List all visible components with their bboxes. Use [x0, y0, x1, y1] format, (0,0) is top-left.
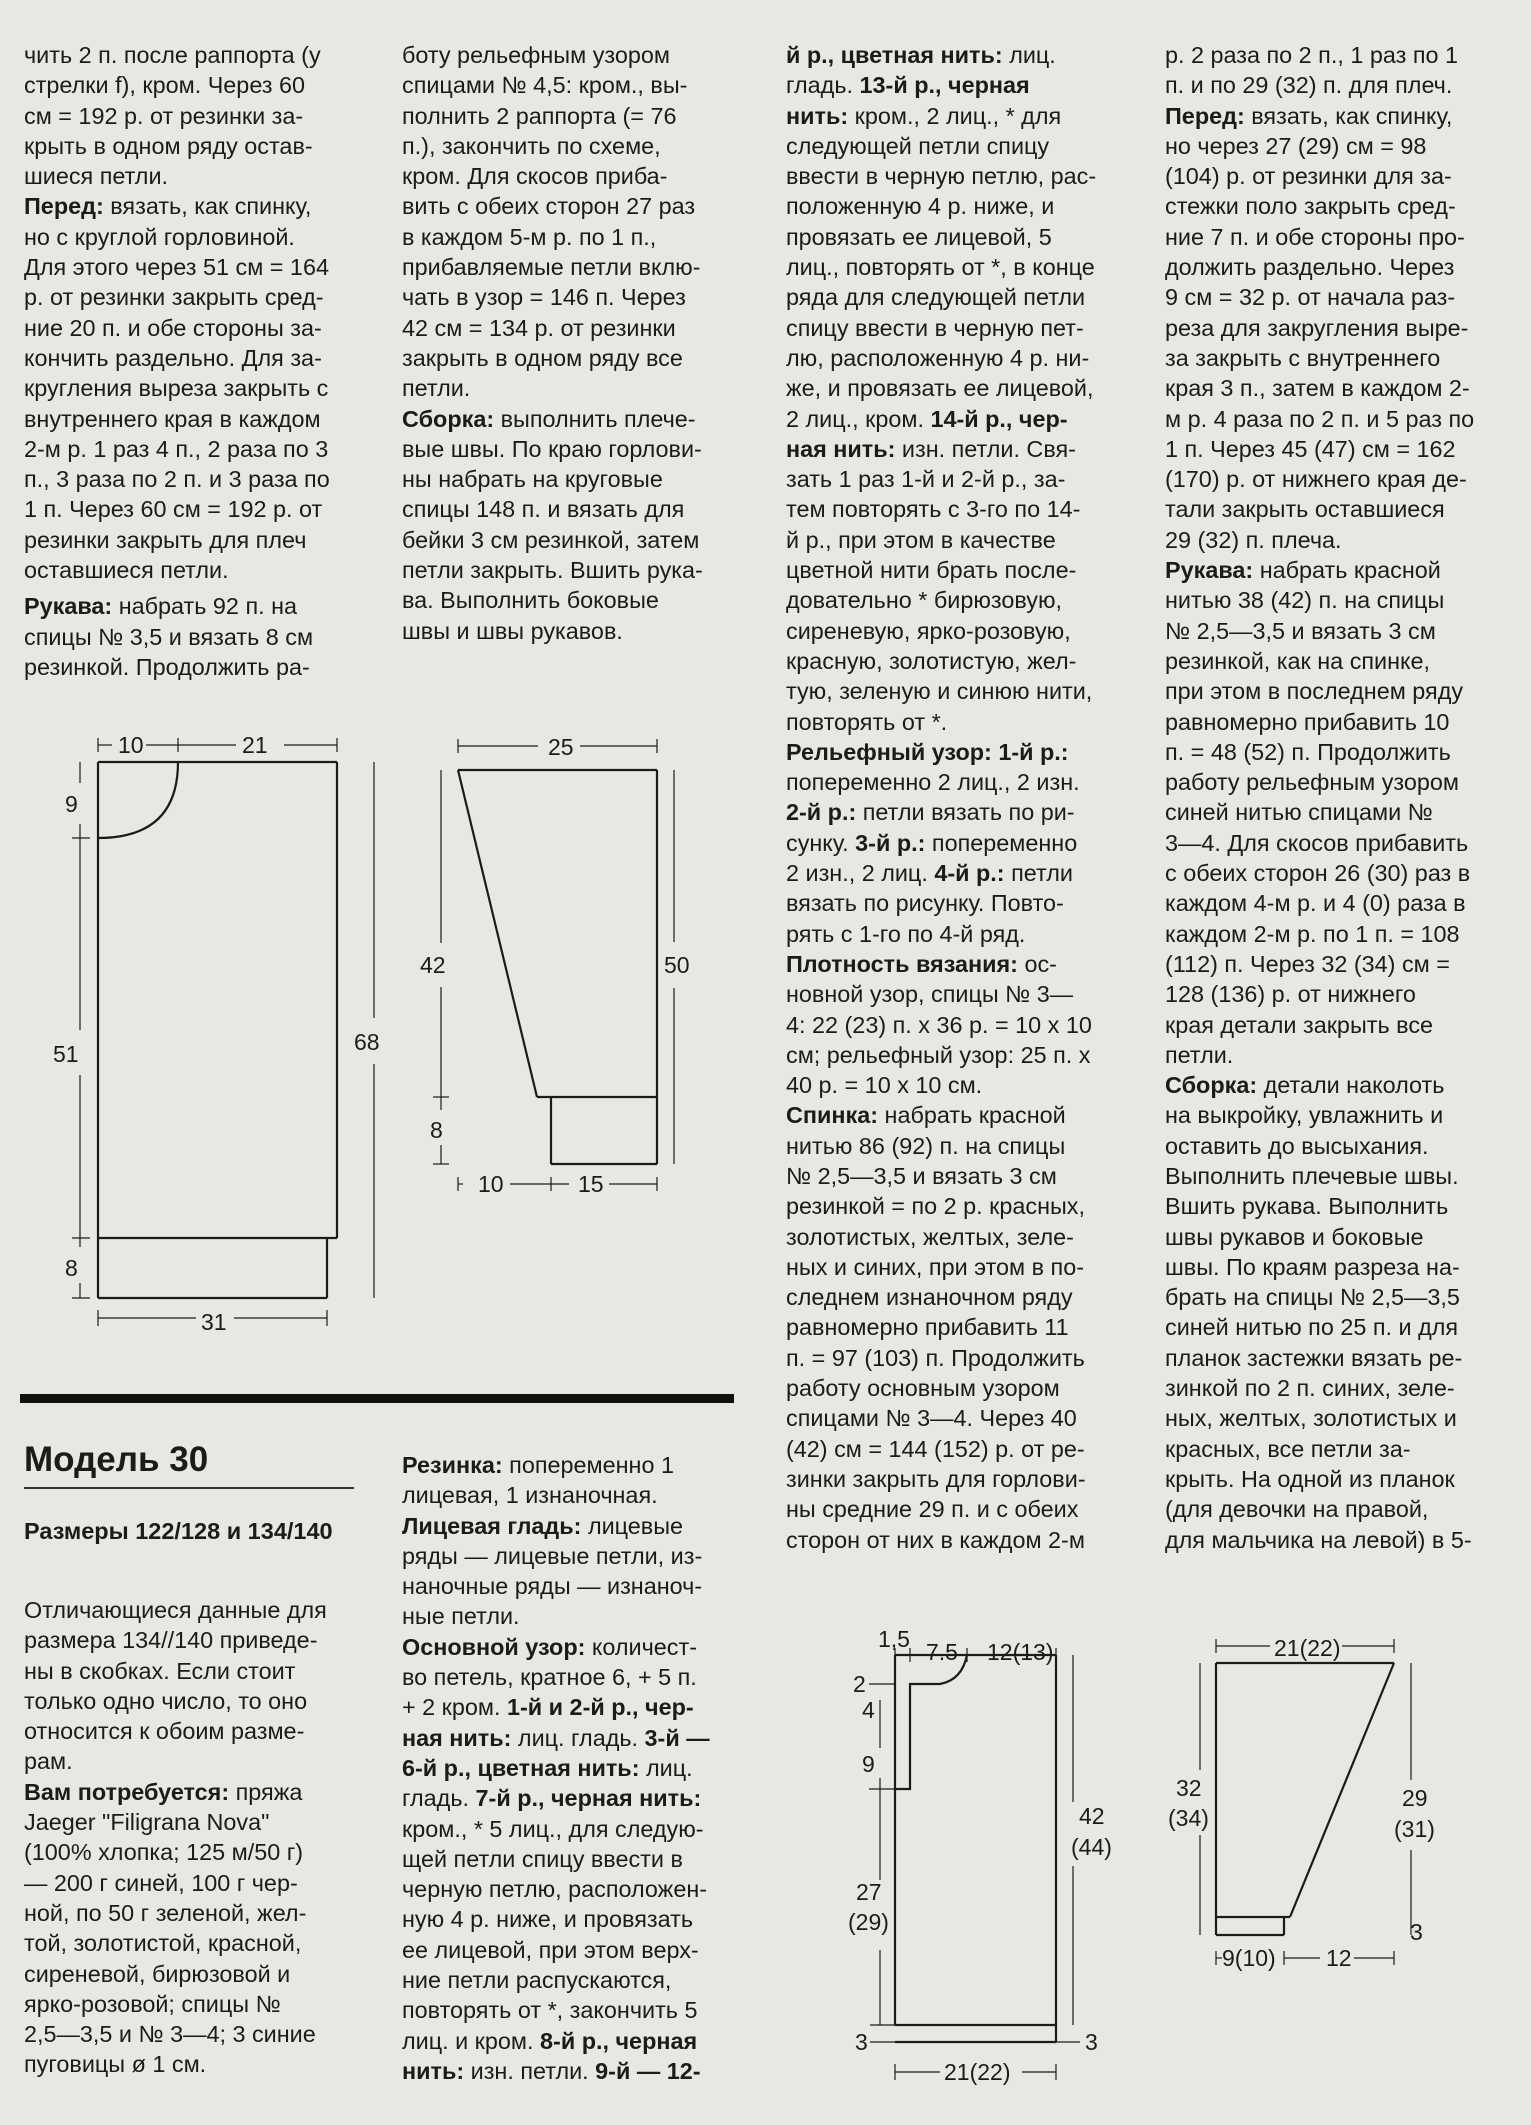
col2-assembly-5: петли закрыть. Вшить рука- [402, 557, 703, 584]
col4-sleeves-11: каждом 2-м р. по 1 п. = 108 [1165, 920, 1460, 947]
main-l16-rest: изн. петли. [470, 2057, 589, 2084]
col4-front-12: тали закрыть оставшиеся [1165, 496, 1445, 523]
stock-first: лицевые [587, 1512, 684, 1539]
col3-density-2: см; рельефный узор: 25 п. х [786, 1041, 1091, 1068]
col3-back-4: ных и синих, при этом в по- [786, 1253, 1085, 1280]
main-l4-rest: лиц. гладь. [517, 1724, 639, 1751]
col4-front-6: реза для закругления выре- [1165, 314, 1469, 341]
main-l4-bold: ная нить: [402, 1724, 512, 1751]
col2-cont-5: вить с обеих сторон 27 раз [402, 193, 696, 220]
col3-density-3: 40 р. = 10 х 10 см. [786, 1072, 983, 1099]
need-3: ной, по 50 г зеленой, жел- [24, 1899, 307, 1926]
col1-front-7: внутреннего края в каждом [24, 405, 321, 432]
col3-back-10: (42) см = 144 (152) р. от ре- [786, 1435, 1085, 1462]
need-4: той, золотистой, красной, [24, 1930, 302, 1957]
col4-assembly-3: Вшить рукава. Выполнить [1165, 1193, 1449, 1220]
main-2: черную петлю, расположен- [402, 1876, 708, 1903]
col4-assembly-12: крыть. На одной из планок [1165, 1465, 1455, 1492]
col3-relief-l5-bold: 4-й р.: [934, 860, 1005, 887]
main-first: количест- [591, 1633, 698, 1660]
col4-sleeves-15: петли. [1165, 1041, 1234, 1068]
col1-sleeves-1: спицы № 3,5 и вязать 8 см [24, 623, 314, 650]
col4-sleeves-2: резинкой, как на спинке, [1165, 647, 1431, 674]
d3-side-b: (29) [848, 1909, 889, 1935]
col3-relief-l7: рять с 1-го по 4-й ряд. [786, 920, 1026, 947]
col3-l3-rest: кром., 2 лиц., * для [854, 102, 1062, 129]
col4-assembly-7: синей нитью по 25 п. и для [1165, 1314, 1459, 1341]
d3-t2: 7.5 [926, 1639, 958, 1665]
d2-top: 25 [548, 734, 574, 760]
col4-front-11: (170) р. от нижнего края де- [1165, 466, 1467, 493]
col3-b-4: довательно * бирюзовую, [786, 587, 1062, 614]
col3-back-11: зинки закрыть для горлови- [786, 1465, 1086, 1492]
col3-back-1: № 2,5—3,5 и вязать 3 см [786, 1162, 1057, 1189]
d3-t1: 1,5 [878, 1626, 910, 1652]
col4-sleeves-9: с обеих сторон 26 (30) раз в [1165, 860, 1471, 887]
col3-b-8: повторять от *. [786, 708, 948, 735]
d3-total-b: (44) [1071, 1834, 1112, 1860]
need-1: (100% хлопка; 125 м/50 г) [24, 1839, 304, 1866]
col4-assembly-5: швы. По краям разреза на- [1165, 1253, 1460, 1280]
stock-label: Лицевая гладь: [402, 1512, 582, 1539]
d3-l4: 4 [862, 1697, 875, 1723]
col3-back-first: набрать красной [884, 1102, 1066, 1129]
col3-b-2: й р., при этом в качестве [786, 526, 1056, 553]
intro-5: рам. [24, 1748, 73, 1775]
col3-b1-bold: 14-й р., чер- [930, 405, 1068, 432]
col3-b-7: тую, зеленую и синюю нити, [786, 678, 1093, 705]
diagram-model30-sleeve [1216, 1663, 1394, 1935]
col2-cont-7: прибавляемые петли вклю- [402, 254, 701, 281]
col2-assembly-0: выполнить плече- [500, 405, 696, 432]
col2-cont-1: спицами № 4,5: кром., вы- [402, 72, 688, 99]
col1-front-9: п., 3 раза по 2 п. и 3 раза по [24, 466, 330, 493]
d2-rib: 8 [430, 1117, 443, 1143]
col3-relief-l6: вязать по рисунку. Повто- [786, 890, 1064, 917]
col4-front-label: Перед: [1165, 102, 1245, 129]
col3-b2-bold: ная нить: [786, 435, 896, 462]
d4-top: 21(22) [1274, 1635, 1341, 1661]
col3-a-2: положенную 4 р. ниже, и [786, 193, 1055, 220]
d3-side: 27 [856, 1879, 882, 1905]
col1-sleeves-2: резинкой. Продолжить ра- [24, 653, 310, 680]
intro-0: Отличающиеся данные для [24, 1597, 327, 1623]
main-l6-a: гладь. [402, 1785, 470, 1812]
col4-cont-0: р. 2 раза по 2 п., 1 раз по 1 [1165, 42, 1459, 68]
col1-front-0: вязать, как спинку, [110, 193, 312, 220]
col4-front-0: но через 27 (29) см = 98 [1165, 132, 1427, 159]
col3-b2-rest: изн. петли. Свя- [901, 435, 1076, 462]
rib-first: попеременно 1 [509, 1452, 674, 1478]
col3-b1: 2 лиц., кром. [786, 405, 924, 432]
col4-assembly-0: на выкройку, увлажнить и [1165, 1102, 1444, 1129]
d3-l2: 2 [853, 1671, 866, 1697]
col3-l2-a: гладь. [786, 72, 854, 99]
col1-front-label: Перед: [24, 193, 104, 220]
main-0: кром., * 5 лиц., для следую- [402, 1815, 704, 1842]
col1-front-4: ние 20 п. и обе стороны за- [24, 314, 322, 341]
main-3: ную 4 р. ниже, и провязать [402, 1906, 694, 1933]
col3-relief-l3-bold: 2-й р.: [786, 799, 857, 826]
d1-top-b: 21 [242, 732, 268, 758]
col2-cont-10: закрыть в одном ряду все [402, 344, 683, 371]
col3-relief-l3-rest: петли вязать по ри- [862, 799, 1075, 826]
col1-front-1: но с круглой горловиной. [24, 223, 295, 250]
d3-rib-r: 3 [1085, 2029, 1098, 2055]
main-l4-bold2: 3-й — [644, 1724, 710, 1751]
col2-assembly-4: бейки 3 см резинкой, затем [402, 526, 700, 553]
col4-assembly-10: ных, желтых, золотистых и [1165, 1405, 1457, 1432]
col1-cont-0: чить 2 п. после раппорта (у [24, 42, 321, 68]
col4-sleeves-5: п. = 48 (52) п. Продолжить [1165, 738, 1451, 765]
main-7: лиц. и кром. [402, 2027, 534, 2054]
col2-cont-6: в каждом 5-м р. по 1 п., [402, 223, 657, 250]
col3-relief-l4-rest: попеременно [931, 829, 1078, 856]
diagram-sleeve [458, 770, 657, 1164]
col4-front-13: 29 (32) п. плеча. [1165, 526, 1342, 553]
main-6: повторять от *, закончить 5 [402, 1997, 698, 2024]
col4-front-8: края 3 п., затем в каждом 2- [1165, 375, 1470, 402]
col4-sleeves-13: 128 (136) р. от нижнего [1165, 981, 1416, 1008]
col2-cont-3: п.), закончить по схеме, [402, 132, 661, 159]
d1-total: 68 [354, 1029, 380, 1055]
col3-back-3: золотистых, желтых, зеле- [786, 1223, 1074, 1250]
col1-front-6: кругления выреза закрыть с [24, 375, 329, 402]
col3-l2-bold: 13-й р., черная [859, 72, 1030, 99]
col3-density-rest: ос- [1024, 950, 1057, 977]
main-l3-bold: 1-й и 2-й р., чер- [507, 1694, 694, 1721]
rib-line2: лицевая, 1 изнаночная. [402, 1482, 658, 1509]
need-first: пряжа [235, 1778, 303, 1805]
col3-density-1: 4: 22 (23) п. х 36 р. = 10 х 10 [786, 1011, 1092, 1038]
col3-back-7: п. = 97 (103) п. Продолжить [786, 1344, 1085, 1371]
col4-assembly-2: Выполнить плечевые швы. [1165, 1162, 1459, 1189]
col3-back-9: спицами № 3—4. Через 40 [786, 1405, 1077, 1432]
col4-front-9: м р. 4 раза по 2 п. и 5 раз по [1165, 405, 1475, 432]
col4-front-first: вязать, как спинку, [1251, 102, 1453, 129]
col4-sleeves-14: края детали закрыть все [1165, 1011, 1434, 1038]
main-l5-rest: лиц. [645, 1754, 693, 1781]
d1-neck: 9 [65, 791, 78, 817]
col4-assembly-14: для мальчика на левой) в 5- [1165, 1526, 1472, 1553]
col3-relief-l5-a: 2 изн., 2 лиц. [786, 860, 928, 887]
d3-t3: 12(13) [987, 1639, 1054, 1665]
col2-cont-2: полнить 2 раппорта (= 76 [402, 102, 677, 129]
diagram-model30-front [895, 1655, 1056, 2042]
d3-rib-l: 3 [855, 2029, 868, 2055]
col4-front-10: 1 п. Через 45 (47) см = 162 [1165, 435, 1456, 462]
col4-assembly-1: оставить до высыхания. [1165, 1132, 1429, 1159]
col3-back-6: равномерно прибавить 11 [786, 1314, 1069, 1341]
main-l6-bold: 7-й р., черная нить: [475, 1785, 702, 1812]
col1-sleeves-0: набрать 92 п. на [118, 593, 298, 620]
d4-left-b: (34) [1168, 1805, 1209, 1831]
col4-sleeves-first: набрать красной [1259, 557, 1441, 584]
col3-back-label: Спинка: [786, 1102, 879, 1129]
d3-total: 42 [1079, 1803, 1105, 1829]
stock-0: ряды — лицевые петли, из- [402, 1542, 703, 1569]
col1-front-12: оставшиеся петли. [24, 557, 229, 584]
col4-assembly-6: брать на спицы № 2,5—3,5 [1165, 1284, 1460, 1311]
col2-assembly-6: ва. Выполнить боковые [402, 587, 659, 614]
col4-assembly-label: Сборка: [1165, 1072, 1258, 1099]
col3-b-6: красную, золотистую, жел- [786, 647, 1077, 674]
col3-a-6: спицу ввести в черную пет- [786, 314, 1084, 341]
col1-cont-2: см = 192 р. от резинки за- [24, 102, 304, 129]
model-title: Модель 30 [24, 1440, 209, 1479]
col4-sleeves-10: каждом 4-м р. и 4 (0) раза в [1165, 890, 1466, 917]
col4-sleeves-6: работу рельефным узором [1165, 769, 1459, 796]
d4-bot-b: 12 [1326, 1945, 1352, 1971]
main-5: ние петли распускаются, [402, 1967, 672, 1994]
col3-b-1: тем повторять с 3-го по 14- [786, 496, 1081, 523]
col4-front-4: должить раздельно. Через [1165, 254, 1455, 281]
col2-assembly-1: вые швы. По краю горлови- [402, 435, 702, 462]
col3-relief-l4-a: сунку. [786, 829, 849, 856]
col2-assembly-label: Сборка: [402, 405, 495, 432]
col1-front-10: 1 п. Через 60 см = 192 р. от [24, 496, 323, 523]
col4-sleeves-8: 3—4. Для скосов прибавить [1165, 829, 1469, 856]
col1-cont-4: шиеся петли. [24, 163, 169, 190]
col3-a-0: следующей петли спицу [786, 132, 1050, 159]
col4-front-3: ние 7 п. и обе стороны про- [1165, 223, 1465, 250]
d4-bot-a: 9(10) [1222, 1945, 1276, 1971]
col3-a-5: ряда для следующей петли [786, 284, 1086, 311]
need-label: Вам потребуется: [24, 1778, 230, 1805]
need-2: — 200 г синей, 100 г чер- [24, 1869, 298, 1896]
main-l16-bold: нить: [402, 2057, 465, 2084]
col3-b-0: зать 1 раз 1-й и 2-й р., за- [786, 466, 1066, 493]
col3-density-0: новной узор, спицы № 3— [786, 981, 1074, 1008]
col4-assembly-first: детали наколоть [1263, 1072, 1445, 1099]
need-7: 2,5—3,5 и № 3—4; 3 синие [24, 2021, 316, 2048]
col3-relief-bold: Рельефный узор: 1-й р.: [786, 738, 1069, 765]
intro-3: только одно число, то оно [24, 1687, 308, 1714]
col4-cont-1: п. и по 29 (32) п. для плеч. [1165, 72, 1453, 99]
d1-bottom: 31 [201, 1309, 227, 1335]
col4-assembly-8: планок застежки вязать ре- [1165, 1344, 1463, 1371]
diagram-front-back [98, 762, 337, 1298]
intro-1: размера 134//140 приведе- [24, 1627, 318, 1654]
col4-assembly-4: швы рукавов и боковые [1165, 1223, 1424, 1250]
col3-back-12: ны средние 29 п. и с обеих [786, 1496, 1079, 1523]
col3-relief-l4-bold: 3-й р.: [855, 829, 926, 856]
main-4: ее лицевой, при этом верх- [402, 1936, 699, 1963]
col3-relief-l5-rest: петли [1011, 860, 1073, 887]
diagram-model30-front-dims [869, 1648, 1080, 2080]
stock-2: ные петли. [402, 1603, 520, 1630]
col3-l3-bold: нить: [786, 102, 849, 129]
col3-back-2: резинкой = по 2 р. красных, [786, 1193, 1085, 1220]
main-l16-bold2: 9-й — 12- [595, 2057, 701, 2084]
col3-relief-l2: попеременно 2 лиц., 2 изн. [786, 769, 1080, 796]
col3-b-5: сиреневую, ярко-розовую, [786, 617, 1071, 644]
d1-top-a: 10 [118, 732, 144, 758]
d4-rib: 3 [1410, 1919, 1423, 1945]
main-label: Основной узор: [402, 1633, 586, 1660]
col2-cont-11: петли. [402, 375, 471, 402]
col3-a-8: же, и провязать ее лицевой, [786, 375, 1094, 402]
col3-back-13: сторон от них в каждом 2-м [786, 1526, 1085, 1553]
col1-front-8: 2-м р. 1 раз 4 п., 2 раза по 3 [24, 435, 329, 462]
col4-sleeves-label: Рукава: [1165, 557, 1254, 584]
intro-2: ны в скобках. Если стоит [24, 1657, 296, 1684]
col3-l1-bold: й р., цветная нить: [786, 42, 1003, 68]
d2-bot-a: 10 [478, 1171, 504, 1197]
col2-assembly-7: швы и швы рукавов. [402, 617, 623, 644]
col1-cont-3: крыть в одном ряду остав- [24, 132, 313, 159]
d2-right: 50 [664, 952, 690, 978]
col3-back-0: нитью 86 (92) п. на спицы [786, 1132, 1066, 1159]
main-l2: во петель, кратное 6, + 5 п. [402, 1664, 697, 1691]
d4-right-b: (31) [1394, 1816, 1435, 1842]
main-l3-a: + 2 кром. [402, 1694, 501, 1721]
intro-4: относится к обоим разме- [24, 1718, 305, 1745]
col4-sleeves-0: нитью 38 (42) п. на спицы [1165, 587, 1445, 614]
need-6: ярко-розовой; спицы № [24, 1990, 281, 2017]
col2-assembly-2: ны набрать на круговые [402, 466, 663, 493]
col3-density-bold: Плотность вязания: [786, 950, 1018, 977]
main-l15-bold: 8-й р., черная [540, 2027, 698, 2054]
need-5: сиреневой, бирюзовой и [24, 1960, 291, 1987]
d1-rib: 8 [65, 1255, 78, 1281]
d4-right: 29 [1402, 1785, 1428, 1811]
col3-a-4: лиц., повторять от *, в конце [786, 254, 1095, 281]
d2-left: 42 [420, 952, 446, 978]
col4-assembly-13: (для девочки на правой, [1165, 1496, 1429, 1523]
col1-front-5: кончить раздельно. Для за- [24, 344, 322, 371]
d3-l9: 9 [862, 1751, 875, 1777]
col4-sleeves-1: № 2,5—3,5 и вязать 3 см [1165, 617, 1436, 644]
diagram-sleeve-dims [433, 739, 674, 1191]
col4-front-5: 9 см = 32 р. от начала раз- [1165, 284, 1456, 311]
col3-a-1: ввести в черную петлю, рас- [786, 163, 1097, 190]
col1-cont-1: стрелки f), кром. Через 60 [24, 72, 306, 99]
col1-front-2: Для этого через 51 см = 164 [24, 254, 329, 281]
col3-back-8: работу основным узором [786, 1375, 1060, 1402]
col4-assembly-11: красных, все петли за- [1165, 1435, 1411, 1462]
sizes-title: Размеры 122/128 и 134/140 [24, 1518, 333, 1544]
col4-sleeves-12: (112) п. Через 32 (34) см = [1165, 950, 1450, 977]
col4-front-1: (104) р. от резинки для за- [1165, 163, 1452, 190]
d1-neckline [98, 762, 178, 838]
col2-assembly-3: спицы 148 п. и вязать для [402, 496, 685, 523]
col3-a-3: провязать ее лицевой, 5 [786, 223, 1052, 250]
col4-sleeves-7: синей нитью спицами № [1165, 799, 1433, 826]
col1-front-11: резинки закрыть для плеч [24, 526, 307, 553]
col3-l1-rest: лиц. [1009, 42, 1056, 68]
col4-sleeves-4: равномерно прибавить 10 [1165, 708, 1450, 735]
col2-cont-4: кром. Для скосов приба- [402, 163, 668, 190]
need-0: Jaeger "Filigrana Nova" [24, 1809, 270, 1836]
col2-cont-0: боту рельефным узором [402, 42, 670, 68]
col4-sleeves-3: при этом в последнем ряду [1165, 678, 1464, 705]
main-1: щей петли спицу ввести в [402, 1845, 683, 1872]
col4-front-2: стежки поло закрыть сред- [1165, 193, 1456, 220]
d3-bottom: 21(22) [944, 2059, 1011, 2085]
stock-1: наночные ряды — изнаноч- [402, 1573, 703, 1600]
main-l5-bold: 6-й р., цветная нить: [402, 1754, 640, 1781]
d1-side: 51 [53, 1041, 79, 1067]
d4-left: 32 [1176, 1775, 1202, 1801]
need-8: пуговицы ø 1 см. [24, 2051, 207, 2078]
col3-a-7: лю, расположенную 4 р. ни- [786, 344, 1090, 371]
col3-b-3: цветной нити брать после- [786, 557, 1077, 584]
col1-front-3: р. от резинки закрыть сред- [24, 284, 324, 311]
col4-front-7: за закрыть с внутреннего [1165, 344, 1441, 371]
col2-cont-8: чать в узор = 146 п. Через [402, 284, 686, 311]
rib-label: Резинка: [402, 1452, 503, 1478]
col4-assembly-9: зинкой по 2 п. синих, зеле- [1165, 1375, 1455, 1402]
col3-back-5: следнем изнаночном ряду [786, 1284, 1073, 1311]
d2-bot-b: 15 [578, 1171, 604, 1197]
col1-sleeves-label: Рукава: [24, 593, 113, 620]
col2-cont-9: 42 см = 134 р. от резинки [402, 314, 676, 341]
